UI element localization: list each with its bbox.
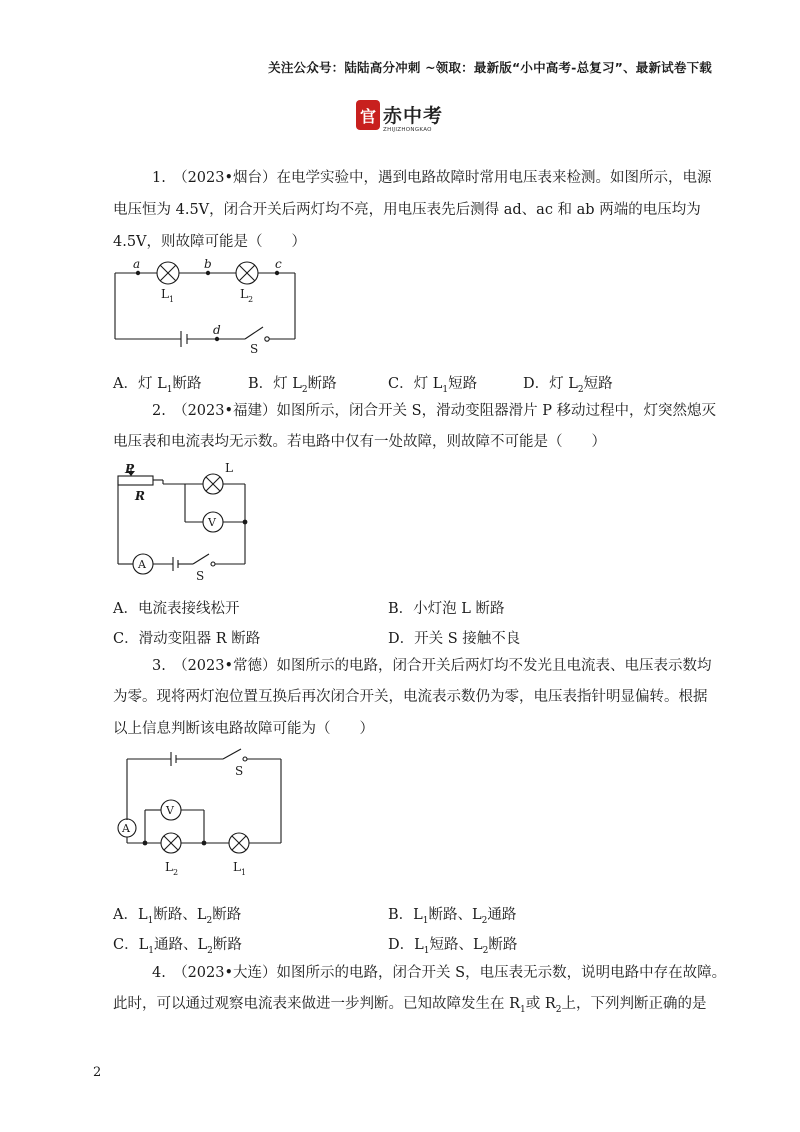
q3-option-c: C．$L_1$通路、$L_2$断路 xyxy=(113,937,242,956)
q2-option-a: A．电流表接线松开 xyxy=(113,601,240,617)
q3-switch-blade-icon xyxy=(223,749,241,759)
q2-label-V: V xyxy=(208,516,216,529)
q2-circuit-diagram xyxy=(105,458,255,588)
q1-label-c: c xyxy=(275,257,282,271)
logo-brand: 赤中考 xyxy=(383,105,444,127)
q2-label-S: S xyxy=(196,569,205,583)
q2-switch-contact xyxy=(211,562,215,566)
q3-label-A: A xyxy=(122,822,130,835)
q2-label-R: R xyxy=(135,489,145,503)
q3-line-2: 为零。现将两灯泡位置互换后再次闭合开关，电流表示数仍为零，电压表指针明显偏转。根据 xyxy=(113,689,708,705)
q1-switch-contact xyxy=(265,337,269,341)
q4-line-2: 此时，可以通过观察电流表来做进一步判断。已知故障发生在 $R_1$或 $R_2$上，下列判断正确的是 xyxy=(113,996,707,1015)
q3-line-3: 以上信息判断该电路故障可能为（ ） xyxy=(113,721,374,737)
q3-option-b: B．$L_1$断路、$L_2$通路 xyxy=(388,907,517,926)
q1-label-L1-sub: 1 xyxy=(169,295,175,304)
logo xyxy=(356,98,452,142)
q3-line-1: 3. （2023•常德）如图所示的电路，闭合开关后两灯均不发光且电流表、电压表示数均 xyxy=(152,658,712,674)
q2-option-d: D．开关 S 接触不良 xyxy=(388,631,521,647)
q1-label-L2-sub: 2 xyxy=(248,295,254,304)
q2-line-2: 电压表和电流表均无示数。若电路中仅有一处故障，则故障不可能是（ ） xyxy=(113,434,606,450)
q1-option-a: A．灯 $L_1$断路 xyxy=(113,376,202,395)
q3-label-L2-sub: 2 xyxy=(173,868,179,877)
q2-line-1: 2. （2023•福建）如图所示，闭合开关 S，滑动变阻器滑片 P 移动过程中，灯突然熄灭 xyxy=(152,403,717,419)
q1-option-c: C．灯 $L_1$短路 xyxy=(388,376,478,395)
q1-node-b xyxy=(206,271,210,275)
q3-circuit-diagram xyxy=(105,745,295,880)
q3-label-L1: L xyxy=(233,860,241,874)
q2-rheostat-R-icon xyxy=(118,476,153,485)
q1-line-2: 电压恒为 4.5V，闭合开关后两灯均不亮，用电压表先后测得 ad、ac 和 ab 两端的电压均为 xyxy=(113,202,701,218)
page-number: 2 xyxy=(93,1065,102,1080)
q2-switch-blade-icon xyxy=(193,554,209,564)
logo-seal: 官 xyxy=(356,100,380,130)
q4-line-1: 4. （2023•大连）如图所示的电路，闭合开关 S，电压表无示数，说明电路中存在故障。 xyxy=(152,965,727,981)
q2-label-A: A xyxy=(138,558,146,571)
q1-node-a xyxy=(136,271,140,275)
q3-option-a: A．$L_1$断路、$L_2$断路 xyxy=(113,907,242,926)
q1-option-d: D．灯 $L_2$短路 xyxy=(523,376,613,395)
q1-circuit-diagram xyxy=(105,255,305,355)
q2-label-P: P xyxy=(125,462,135,476)
q1-switch-blade-icon xyxy=(245,327,263,339)
q2-option-c: C．滑动变阻器 R 断路 xyxy=(113,631,261,647)
q1-line-3: 4.5V，则故障可能是（ ） xyxy=(113,234,307,250)
q1-label-b: b xyxy=(204,257,212,271)
q1-option-b: B．灯 $L_2$断路 xyxy=(248,376,337,395)
q1-label-a: a xyxy=(133,257,141,271)
q3-label-L2: L xyxy=(165,860,173,874)
q2-node-right xyxy=(243,520,248,525)
q1-label-L2: L xyxy=(240,287,248,301)
q1-node-d xyxy=(215,337,219,341)
q3-switch-contact xyxy=(243,757,247,761)
q1-node-c xyxy=(275,271,279,275)
q1-label-L1: L xyxy=(161,287,169,301)
q1-line-1: 1. （2023•烟台）在电学实验中，遇到电路故障时常用电压表来检测。如图所示，电源 xyxy=(152,170,712,186)
q3-label-L1-sub: 1 xyxy=(241,868,247,877)
q2-label-L: L xyxy=(225,461,233,475)
header-note: 关注公众号：陆陆高分冲刺 ~领取：最新版“小中高考-总复习”、最新试卷下载 xyxy=(268,60,712,75)
q3-option-d: D．$L_1$短路、$L_2$断路 xyxy=(388,937,518,956)
q3-label-V: V xyxy=(166,804,174,817)
q2-option-b: B．小灯泡 L 断路 xyxy=(388,601,505,617)
q1-label-S: S xyxy=(250,342,259,356)
q3-label-S: S xyxy=(235,764,244,778)
q1-label-d: d xyxy=(213,323,221,337)
logo-subtitle: ZHIJIZHONGKAO xyxy=(383,127,432,133)
